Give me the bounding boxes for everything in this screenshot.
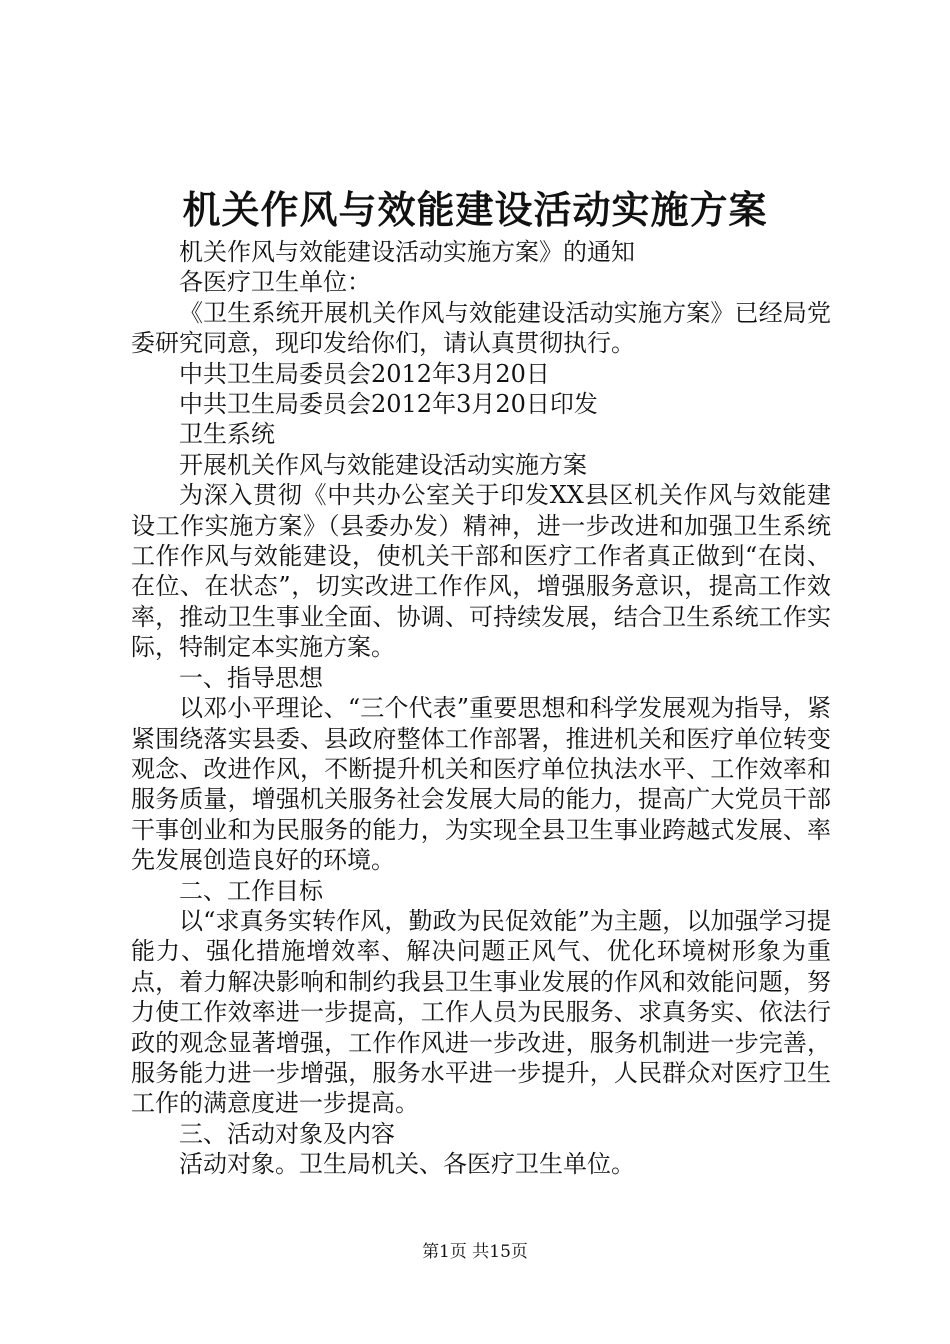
paragraph-purpose: 为深入贯彻《中共办公室关于印发XX县区机关作风与效能建设工作实施方案》（县委办发）精神，进一步改进和加强卫生系统工作作风与效能建设，使机关干部和医疗工作者真正做到“在岗、在位、在状态”，切实改进工作作风，增强服务意识，提高工作效率，推动卫生事业全面、协调、可持续发展，结合卫生系统工作实际，特制定本实施方案。 — [131, 481, 831, 662]
paragraph-notice-heading: 机关作风与效能建设活动实施方案》的通知 — [179, 238, 635, 266]
paragraph-salutation: 各医疗卫生单位： — [179, 268, 371, 297]
page-number-footer: 第1页 共15页 — [422, 1242, 528, 1262]
section-heading-guiding-thought: 一、指导思想 — [179, 663, 323, 692]
document-title: 机关作风与效能建设活动实施方案 — [182, 187, 768, 232]
paragraph-activity-targets: 活动对象。卫生局机关、各医疗卫生单位。 — [179, 1150, 635, 1179]
paragraph-work-goals: 以“求真务实转作风，勤政为民促效能”为主题，以加强学习提能力、强化措施增效率、解决问题正风气、优化环境树形象为重点，着力解决影响和制约我县卫生事业发展的作风和效能问题，努力使工作效率进一步提高，工作人员为民服务、求真务实、依法行政的观念显著增强，工作作风进一步改进，服务机制进一步完善，服务能力进一步增强，服务水平进一步提升，人民群众对医疗卫生工作的满意度进一步提高。 — [131, 906, 831, 1118]
paragraph-intro: 《卫生系统开展机关作风与效能建设活动实施方案》已经局党委研究同意，现印发给你们，请认真贯彻执行。 — [131, 298, 831, 358]
paragraph-system: 卫生系统 — [179, 420, 275, 449]
paragraph-issue-date: 中共卫生局委员会2012年3月20日印发 — [179, 390, 598, 419]
section-heading-activity-targets: 三、活动对象及内容 — [179, 1119, 395, 1148]
paragraph-signature-date: 中共卫生局委员会2012年3月20日 — [179, 359, 550, 388]
section-heading-work-goals: 二、工作目标 — [179, 876, 323, 905]
paragraph-guiding-thought: 以邓小平理论、“三个代表”重要思想和科学发展观为指导，紧紧围绕落实县委、县政府整体工作部署，推进机关和医疗单位转变观念、改进作风，不断提升机关和医疗单位执法水平、工作效率和服务质量，增强机关服务社会发展大局的能力，提高广大党员干部干事创业和为民服务的能力，为实现全县卫生事业跨越式发展、率先发展创造良好的环境。 — [131, 694, 831, 875]
paragraph-plan-heading: 开展机关作风与效能建设活动实施方案 — [179, 450, 587, 479]
document-body — [131, 237, 831, 1180]
